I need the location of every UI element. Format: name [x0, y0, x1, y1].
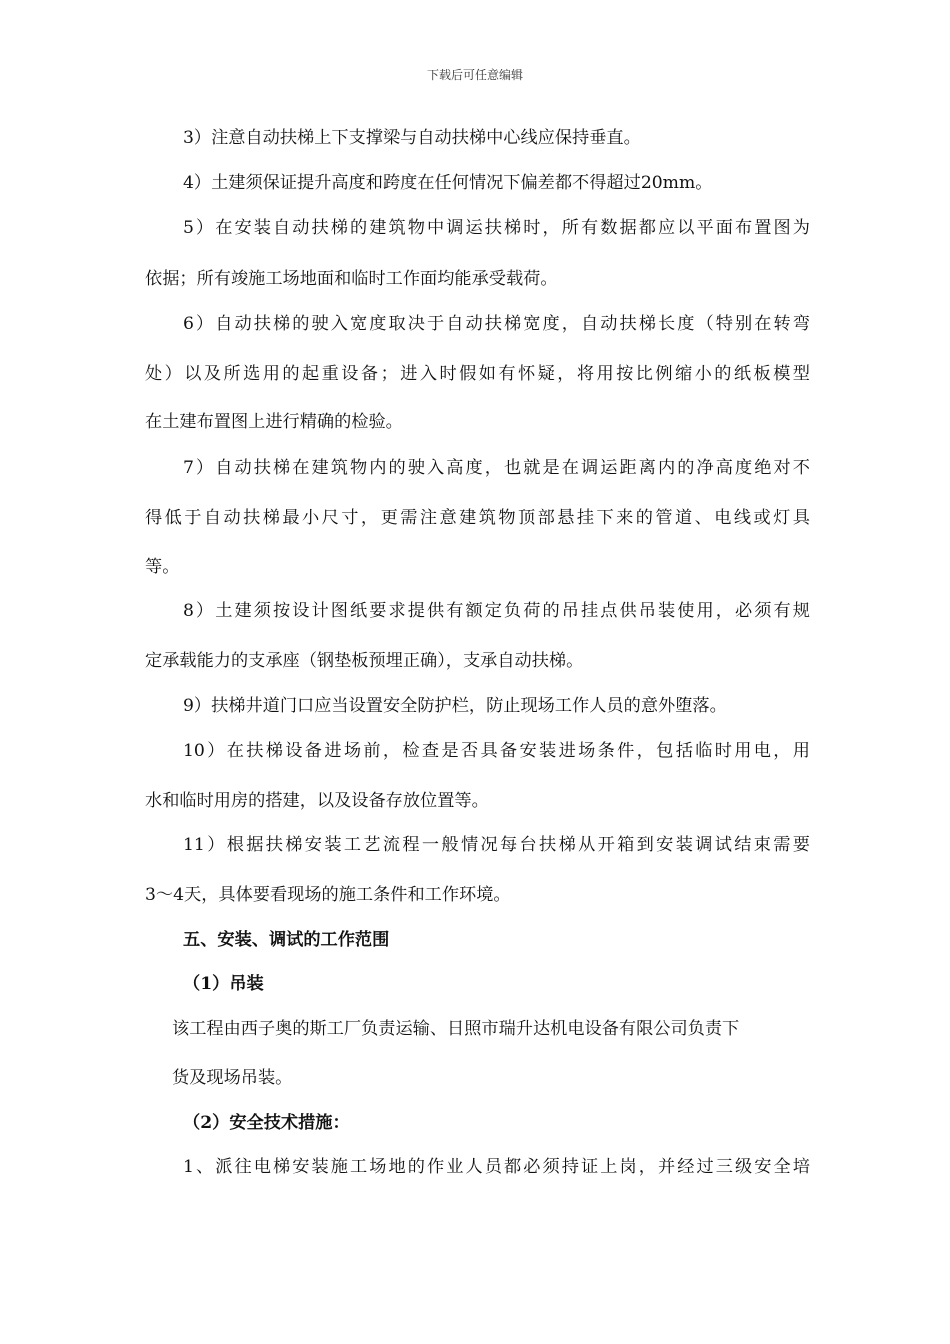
paragraph-line: 7）自动扶梯在建筑物内的驶入高度，也就是在调运距离内的净高度绝对不 — [183, 458, 810, 478]
paragraph-line: 该工程由西子奥的斯工厂负责运输、日照市瑞升达机电设备有限公司负责下 — [172, 1019, 740, 1039]
paragraph-line: 9）扶梯井道门口应当设置安全防护栏，防止现场工作人员的意外堕落。 — [183, 696, 727, 716]
paragraph-line: 定承载能力的支承座（钢垫板预埋正确），支承自动扶梯。 — [145, 651, 584, 671]
paragraph-line: 4）土建须保证提升高度和跨度在任何情况下偏差都不得超过20mm。 — [183, 173, 713, 193]
paragraph-line: 3）注意自动扶梯上下支撑梁与自动扶梯中心线应保持垂直。 — [183, 128, 641, 148]
paragraph-line: 3～4天，具体要看现场的施工条件和工作环境。 — [145, 885, 511, 905]
paragraph-line: 6）自动扶梯的驶入宽度取决于自动扶梯宽度，自动扶梯长度（特别在转弯 — [183, 314, 810, 334]
paragraph-line: 10）在扶梯设备进场前，检查是否具备安装进场条件，包括临时用电，用 — [183, 741, 810, 761]
paragraph-line: 处）以及所选用的起重设备；进入时假如有怀疑，将用按比例缩小的纸板模型 — [145, 364, 810, 384]
paragraph-line: 得低于自动扶梯最小尺寸，更需注意建筑物顶部悬挂下来的管道、电线或灯具 — [145, 508, 810, 528]
paragraph-line: 水和临时用房的搭建，以及设备存放位置等。 — [145, 791, 489, 811]
paragraph-line: 货及现场吊装。 — [172, 1068, 293, 1088]
paragraph-line: 依据；所有竣施工场地面和临时工作面均能承受载荷。 — [145, 269, 558, 289]
subsection-heading: （1）吊装 — [183, 974, 264, 994]
paragraph-line: 8）土建须按设计图纸要求提供有额定负荷的吊挂点供吊装使用，必须有规 — [183, 601, 810, 621]
paragraph-line: 11）根据扶梯安装工艺流程一般情况每台扶梯从开箱到安装调试结束需要 — [183, 835, 810, 855]
paragraph-line: 5）在安装自动扶梯的建筑物中调运扶梯时，所有数据都应以平面布置图为 — [183, 218, 810, 238]
subsection-heading: （2）安全技术措施： — [183, 1113, 350, 1133]
section-heading: 五、安装、调试的工作范围 — [183, 930, 390, 950]
paragraph-line: 等。 — [145, 557, 180, 577]
paragraph-line: 在土建布置图上进行精确的检验。 — [145, 412, 403, 432]
page-header: 下载后可任意编辑 — [426, 68, 523, 82]
paragraph-line: 1、派往电梯安装施工场地的作业人员都必须持证上岗，并经过三级安全培 — [183, 1157, 810, 1177]
